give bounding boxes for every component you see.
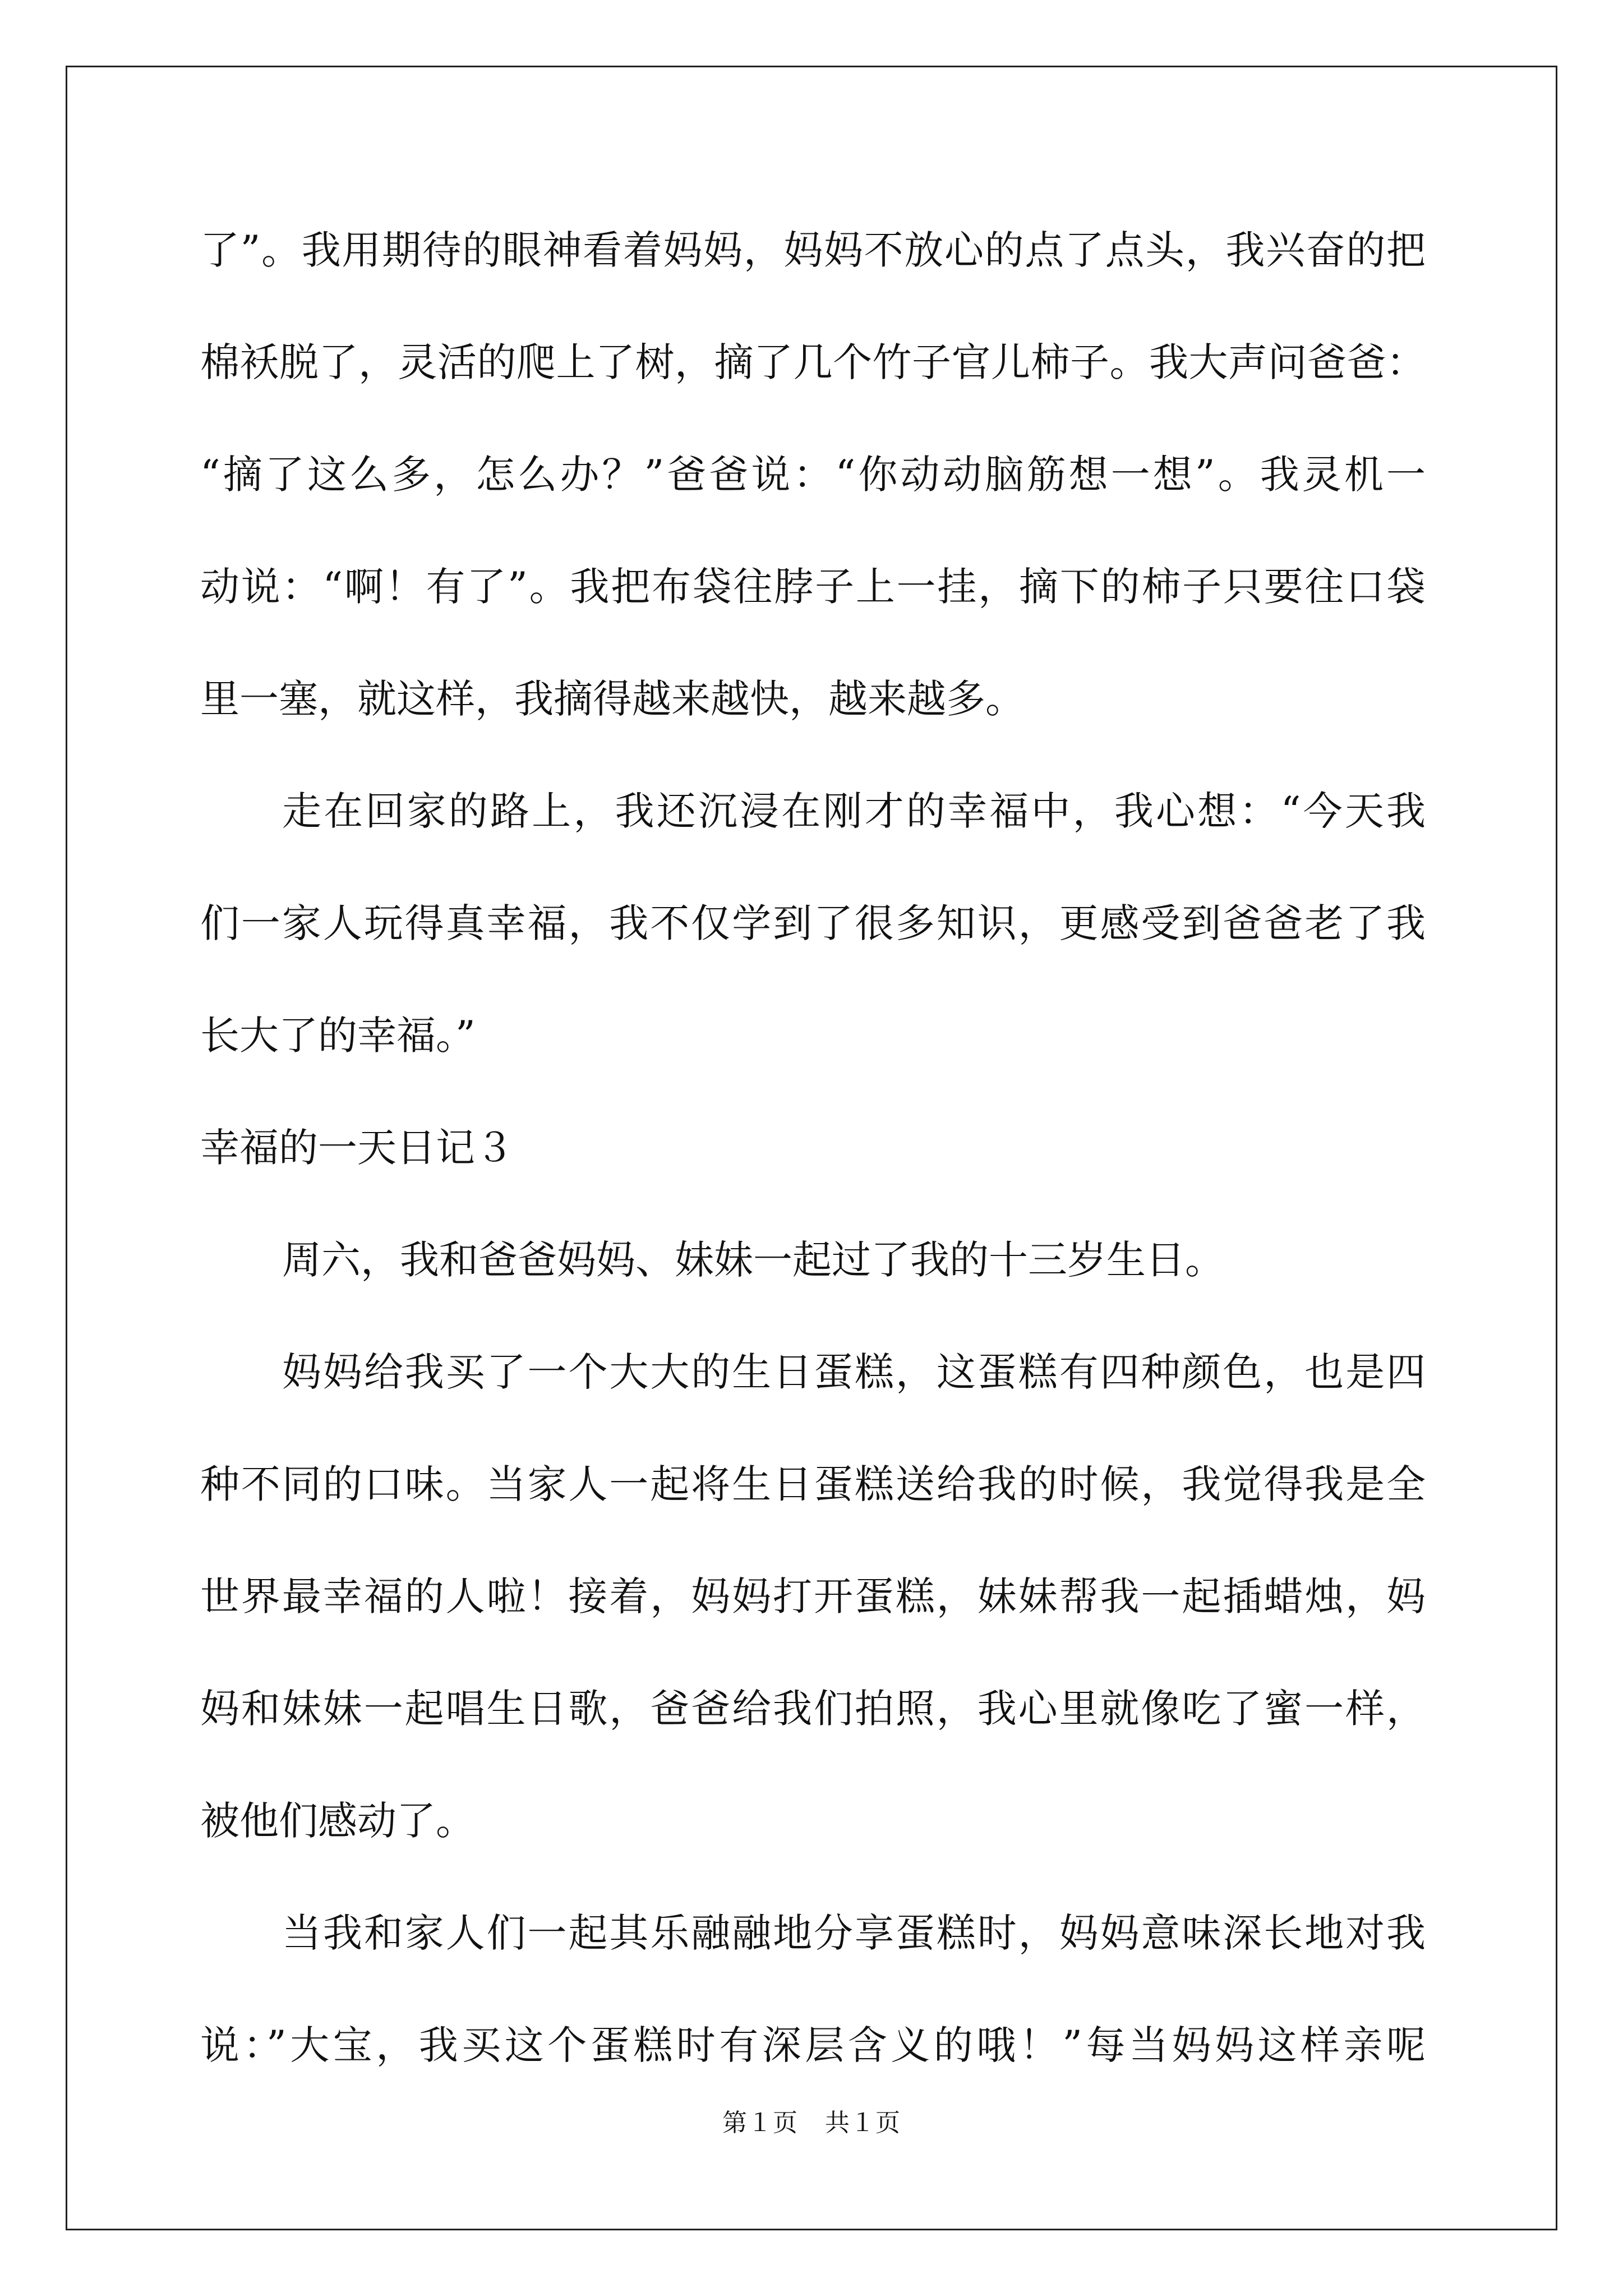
paragraph-line: “摘了这么多，怎么办？”爸爸说：“你动动脑筋想一想”。我灵机一: [200, 452, 1426, 498]
paragraph-line: 棉袄脱了，灵活的爬上了树，摘了几个竹子官儿柿子。我大声问爸爸：: [200, 339, 1426, 385]
paragraph-line: 了”。我用期待的眼神看着妈妈，妈妈不放心的点了点头，我兴奋的把: [200, 227, 1426, 273]
page-number: 第１页: [722, 2109, 798, 2137]
paragraph-line: 们一家人玩得真幸福，我不仅学到了很多知识，更感受到爸爸老了我: [200, 900, 1426, 946]
paragraph-line: 妈妈给我买了一个大大的生日蛋糕，这蛋糕有四种颜色，也是四: [282, 1349, 1426, 1395]
document-body: [200, 208, 1426, 2115]
paragraph-line: 被他们感动了。: [200, 1798, 475, 1844]
paragraph-line: 妈和妹妹一起唱生日歌，爸爸给我们拍照，我心里就像吃了蜜一样，: [200, 1686, 1426, 1732]
paragraph-line: 周六，我和爸爸妈妈、妹妹一起过了我的十三岁生日。: [282, 1237, 1224, 1283]
paragraph-line: 种不同的口味。当家人一起将生日蛋糕送给我的时候，我觉得我是全: [200, 1461, 1426, 1507]
page-total: 共１页: [825, 2109, 901, 2137]
paragraph-line: 当我和家人们一起其乐融融地分享蛋糕时，妈妈意味深长地对我: [282, 1910, 1426, 1956]
paragraph-line: 走在回家的路上，我还沉浸在刚才的幸福中，我心想：“今天我: [282, 788, 1426, 834]
page-footer: [0, 2102, 1623, 2138]
section-heading: 幸福的一天日记３: [200, 1125, 514, 1171]
paragraph-line: 动说：“啊！有了”。我把布袋往脖子上一挂，摘下的柿子只要往口袋: [200, 564, 1426, 610]
paragraph-line: 长大了的幸福。”: [200, 1013, 476, 1059]
paragraph-line: 说：”大宝，我买这个蛋糕时有深层含义的哦！”每当妈妈这样亲呢: [200, 2022, 1426, 2068]
paragraph-line: 里一塞，就这样，我摘得越来越快，越来越多。: [200, 676, 1025, 722]
paragraph-line: 世界最幸福的人啦！接着，妈妈打开蛋糕，妹妹帮我一起插蜡烛，妈: [200, 1573, 1426, 1619]
